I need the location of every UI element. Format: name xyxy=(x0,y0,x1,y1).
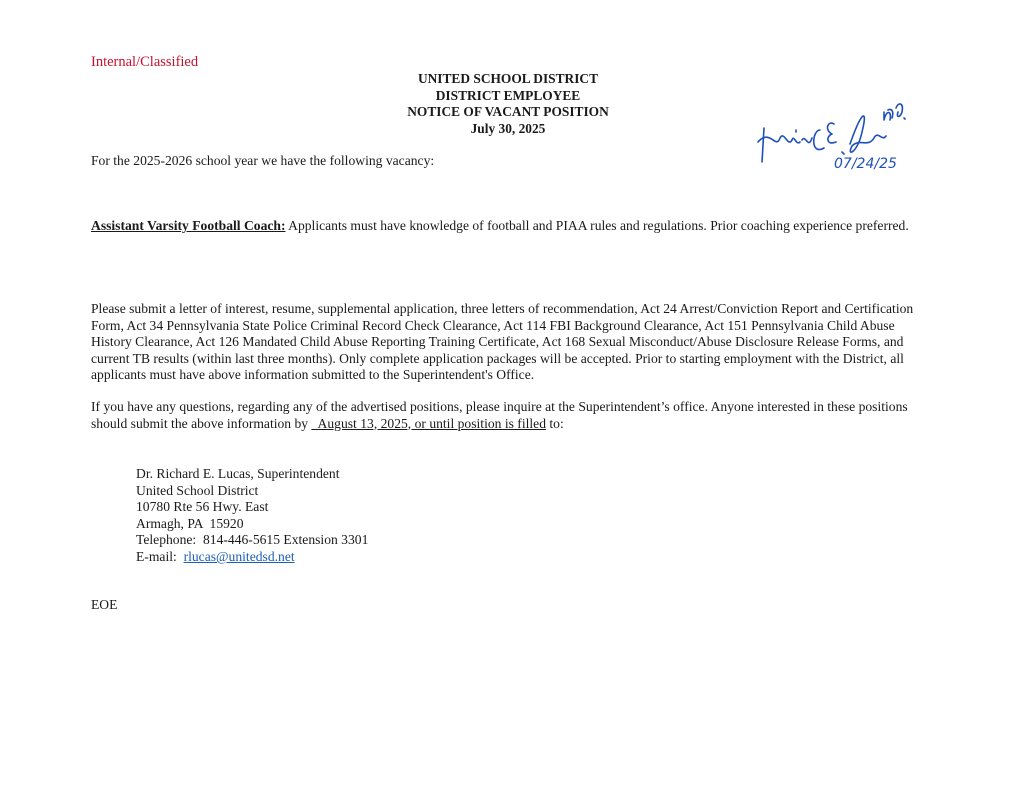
position-description: Applicants must have knowledge of football and PIAA rules and regulations. Prior coaching experience preferred. xyxy=(288,218,909,233)
contact-paragraph-end: to: xyxy=(546,415,564,431)
document-audience: DISTRICT EMPLOYEE xyxy=(435,87,581,103)
contact-paragraph-text: If you have any questions, regarding any of the advertised positions, please inquire at the Superintendent’s office. Anyone interested in these positions should submit the above information by xyxy=(91,399,908,431)
eoe-footer: EOE xyxy=(91,597,118,612)
application-deadline: August 13, 2025, or until position is filled xyxy=(311,415,546,431)
classification-label: Internal/Classified xyxy=(91,54,199,70)
signature-date xyxy=(834,156,897,170)
contact-organization: United School District xyxy=(136,482,259,498)
district-name: UNITED SCHOOL DISTRICT xyxy=(417,71,599,86)
contact-name: Dr. Richard E. Lucas, Superintendent xyxy=(136,466,340,481)
email-label: E-mail: xyxy=(136,548,184,564)
contact-email-row xyxy=(136,549,368,566)
application-requirements: Please submit a letter of interest, resume, supplemental application, three letters of recommendation, Act 24 Arrest/Conviction Report and Certification Form, Act 34 Pennsylvania State Police Criminal Record Check Clearance, Act 114 FBI Background Clearance, Act 151 Pennsylvania Child Abuse History Clearance, Act 126 Mandated Child Abuse Reporting Training Certificate, Act 168 Sexual Misconduct/Abuse Disclosure Release Forms, and current TB results (within last three months). Only complete application packages will be accepted. Prior to starting employment with the District, all applicants must have above information submitted to the Superintendent's Office. xyxy=(91,301,914,382)
document-title: NOTICE OF VACANT POSITION xyxy=(407,104,609,119)
position-title: Assistant Varsity Football Coach: xyxy=(91,218,286,233)
vacancy-position xyxy=(91,218,927,235)
contact-paragraph xyxy=(91,399,927,432)
contact-city: Armagh, PA 15920 xyxy=(136,515,244,531)
document-header xyxy=(360,71,656,137)
email-link[interactable]: rlucas@unitedsd.net xyxy=(183,548,295,564)
document-date: July 30, 2025 xyxy=(470,120,546,136)
handwritten-signature xyxy=(750,90,910,170)
vacancy-intro: For the 2025-2026 school year we have the following vacancy: xyxy=(91,153,435,168)
contact-telephone: Telephone: 814-446-5615 Extension 3301 xyxy=(136,532,369,548)
signature-date-text: 07/24/25 xyxy=(834,156,897,170)
contact-block xyxy=(136,466,368,566)
contact-street: 10780 Rte 56 Hwy. East xyxy=(136,499,269,515)
